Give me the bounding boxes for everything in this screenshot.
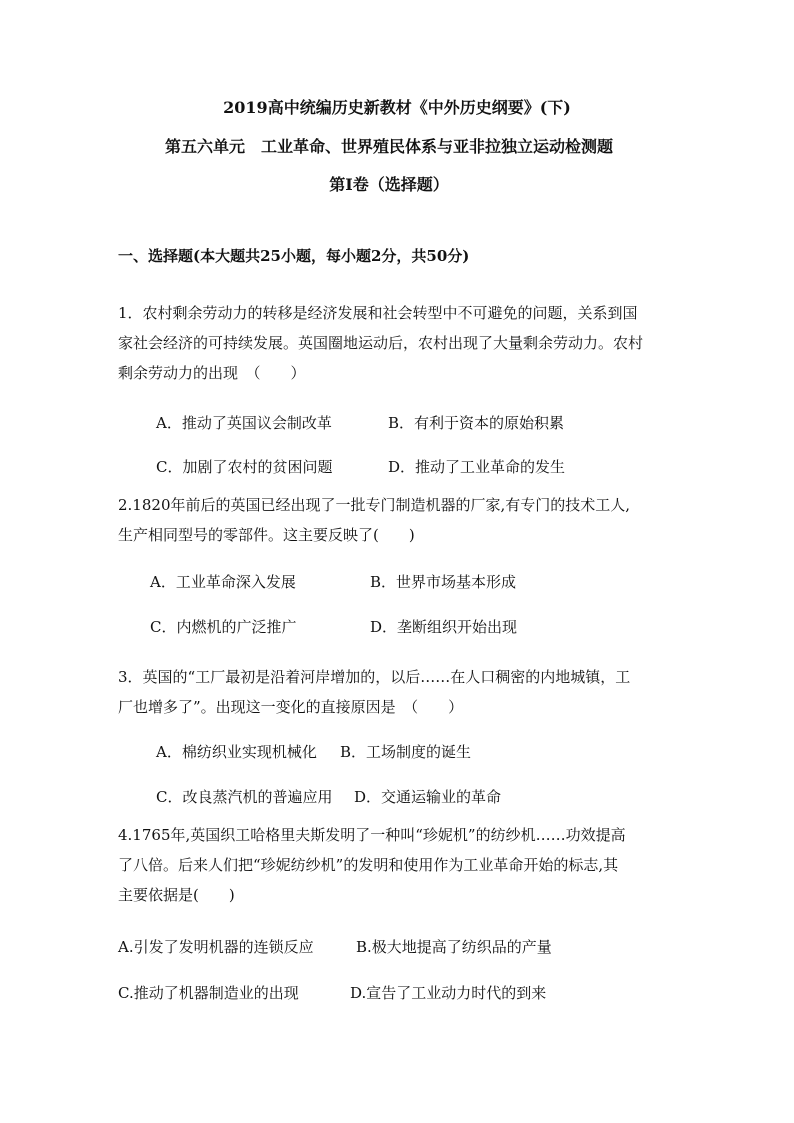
- option-d: D．交通运输业的革命: [354, 788, 502, 806]
- option-b: B．世界市场基本形成: [370, 573, 517, 591]
- option-a: A．推动了英国议会制改革: [156, 414, 332, 432]
- option-c: C．改良蒸汽机的普遍应用: [156, 788, 333, 806]
- option-c: C．内燃机的广泛推广: [150, 618, 297, 636]
- stem-line: 家社会经济的可持续发展。英国圈地运动后，农村出现了大量剩余劳动力。农村: [118, 334, 644, 352]
- volume-title: 第Ⅰ卷（选择题）: [329, 175, 449, 194]
- option-a: A．棉纺织业实现机械化: [156, 743, 317, 761]
- stem-line: 生产相同型号的零部件。这主要反映了( ): [118, 526, 415, 544]
- stem-line: 1．农村剩余劳动力的转移是经济发展和社会转型中不可避免的问题，关系到国: [118, 304, 638, 322]
- option-d: D．推动了工业革命的发生: [388, 458, 566, 476]
- stem-line: 厂也增多了”。出现这一变化的直接原因是 （ ）: [118, 698, 464, 716]
- stem-line: 主要依据是( ): [118, 886, 235, 904]
- section-heading: 一、选择题(本大题共25小题，每小题2分，共50分): [118, 247, 470, 265]
- stem-line: 4.1765年,英国织工哈格里夫斯发明了一种叫“珍妮机”的纺纱机……功效提高: [118, 826, 626, 844]
- option-a: A．工业革命深入发展: [150, 573, 296, 591]
- option-b: B．有利于资本的原始积累: [388, 414, 565, 432]
- question-1-stem: [118, 298, 682, 388]
- question-4-stem: [118, 820, 682, 910]
- unit-title: 第五六单元 工业革命、世界殖民体系与亚非拉独立运动检测题: [164, 137, 613, 156]
- option-c: C.推动了机器制造业的出现: [118, 984, 299, 1002]
- document-title: 2019高中统编历史新教材《中外历史纲要》(下): [223, 98, 571, 117]
- option-a: A.引发了发明机器的连锁反应: [118, 938, 314, 956]
- stem-line: 3．英国的“工厂最初是沿着河岸增加的，以后……在人口稠密的内地城镇，工: [118, 668, 631, 686]
- option-d: D．垄断组织开始出现: [370, 618, 518, 636]
- stem-line: 2.1820年前后的英国已经出现了一批专门制造机器的厂家,有专门的技术工人,: [118, 496, 631, 514]
- option-b: B.极大地提高了纺织品的产量: [356, 938, 552, 956]
- option-b: B．工场制度的诞生: [340, 743, 472, 761]
- option-d: D.宣告了工业动力时代的到来: [350, 984, 547, 1002]
- stem-line: 了八倍。后来人们把“珍妮纺纱机”的发明和使用作为工业革命开始的标志,其: [118, 856, 619, 874]
- question-2-stem: [118, 490, 682, 550]
- stem-line: 剩余劳动力的出现 （ ）: [118, 364, 306, 382]
- question-3-stem: [118, 662, 682, 722]
- option-c: C．加剧了农村的贫困问题: [156, 458, 333, 476]
